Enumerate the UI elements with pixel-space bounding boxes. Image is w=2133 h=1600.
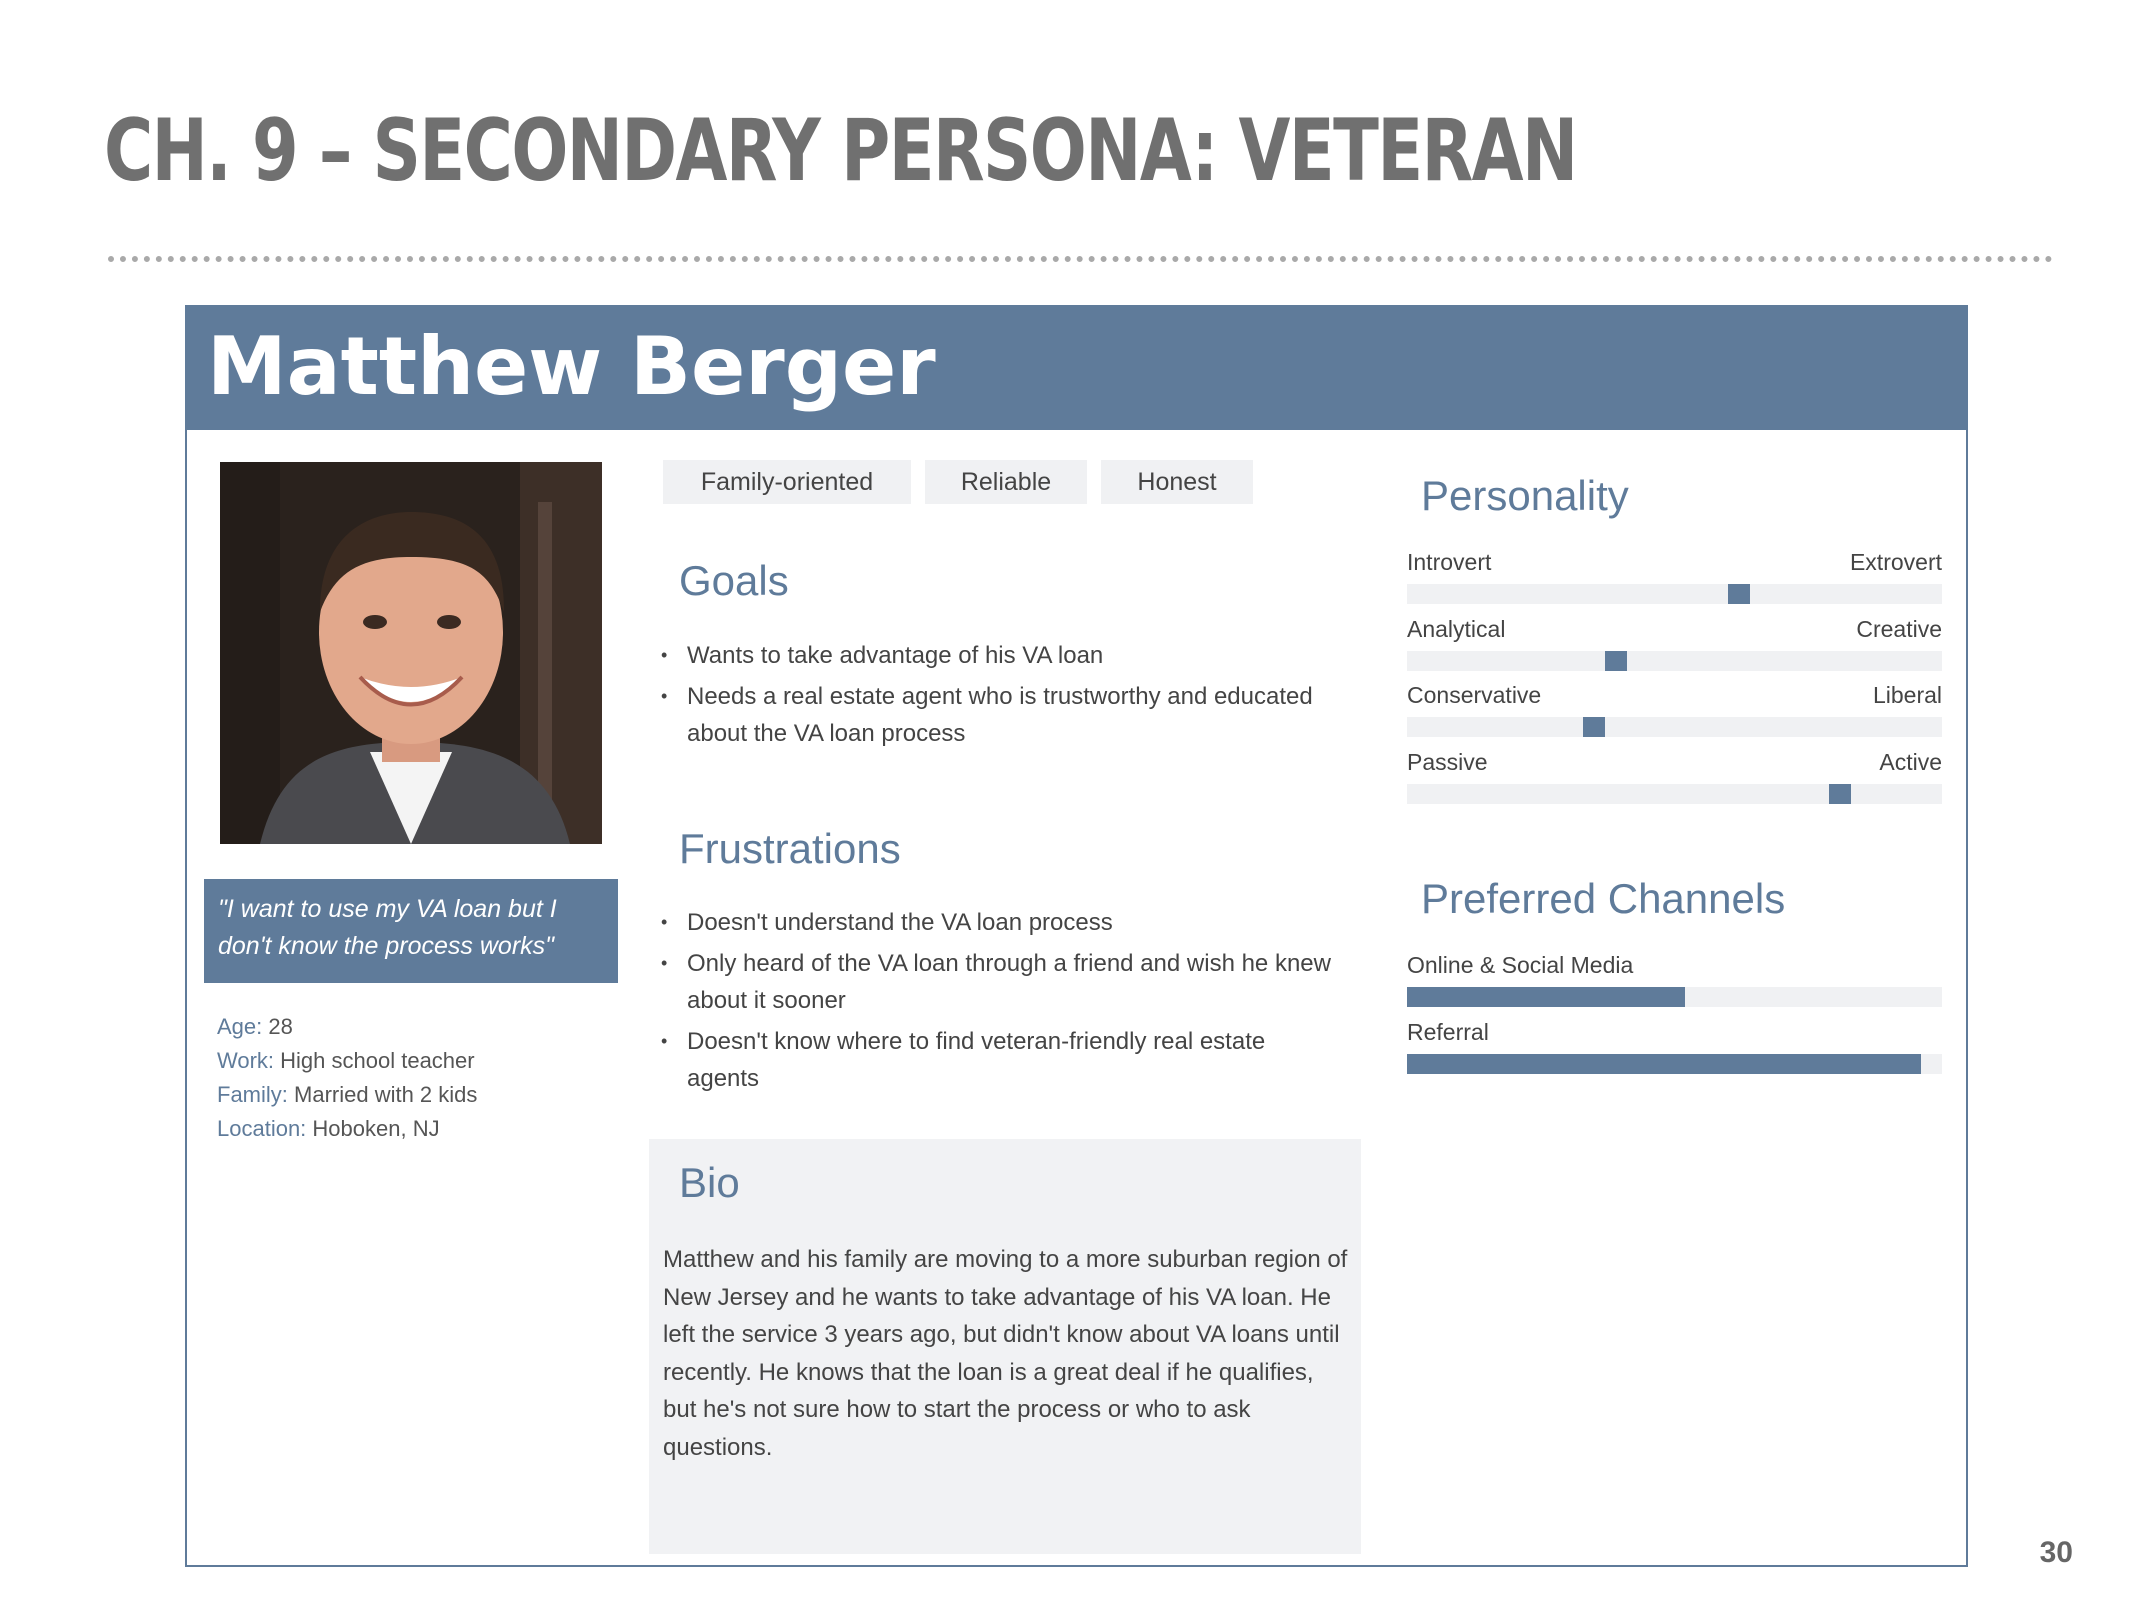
trait-marker [1605,651,1627,671]
trait-marker [1728,584,1750,604]
trait-track [1407,784,1942,804]
channels-heading: Preferred Channels [1421,875,1786,922]
trait-right-label: Liberal [1872,682,1942,708]
channel-bar [1407,1054,1921,1074]
list-item: • Doesn't understand the VA loan process [661,904,1341,941]
trait-track [1407,584,1942,604]
channel-track [1407,987,1942,1007]
trait-marker [1583,717,1605,737]
trait-left-label: Passive [1407,749,1488,775]
trait-track [1407,717,1942,737]
list-item: • Doesn't know where to find veteran-friendly real estate agents [661,1023,1341,1097]
channel-bar [1407,987,1685,1007]
tag-reliable: Reliable [925,460,1087,504]
goals-list [661,637,1321,756]
frustrations-heading: Frustrations [679,825,901,872]
demographics [217,1010,477,1146]
persona-card [185,305,1968,1567]
bio-panel [649,1139,1361,1554]
bio-text: Matthew and his family are moving to a more suburban region of New Jersey and he wants to take advantage of his VA loan. He left the service 3 years ago, but didn't know about VA loans until recently. He knows that the loan is a great deal if he qualifies, but he's not sure how to start the process or who to ask questions. [663,1246,1348,1461]
channel-label: Referral [1407,1019,1489,1045]
trait-left-label: Analytical [1407,616,1506,642]
tag-honest: Honest [1101,460,1253,504]
persona-header [187,307,1966,430]
trait-passive-active [1407,749,1942,804]
list-item: • Only heard of the VA loan through a friend and wish he knew about it sooner [661,945,1341,1019]
demographic-work: Work: High school teacher [217,1048,475,1073]
persona-quote: "I want to use my VA loan but I don't know the process works" [204,879,618,983]
personality-heading: Personality [1421,472,1629,519]
tag-family-oriented: Family-oriented [663,460,911,504]
bio-heading: Bio [679,1159,740,1206]
channel-referral [1407,1019,1942,1074]
trait-left-label: Introvert [1407,549,1492,575]
trait-track [1407,651,1942,671]
trait-right-label: Creative [1856,616,1942,642]
demographic-location: Location: Hoboken, NJ [217,1116,440,1141]
trait-introvert-extrovert [1407,549,1942,604]
persona-photo [220,462,602,844]
dotted-divider [108,256,2053,262]
trait-analytical-creative [1407,616,1942,671]
list-item: • Needs a real estate agent who is trustworthy and educated about the VA loan process [661,678,1321,752]
trait-left-label: Conservative [1407,682,1542,708]
page-number: 30 [2039,1536,2073,1569]
trait-conservative-liberal [1407,682,1942,737]
list-item: • Wants to take advantage of his VA loan [661,637,1321,674]
trait-marker [1829,784,1851,804]
channel-label: Online & Social Media [1407,952,1634,978]
trait-right-label: Active [1879,749,1942,775]
frustrations-list [661,904,1341,1101]
goals-heading: Goals [679,557,789,604]
demographic-age: Age: 28 [217,1014,293,1039]
slide-title: CH. 9 – SECONDARY PERSONA: VETERAN [104,101,1577,201]
channel-track [1407,1054,1942,1074]
persona-name: Matthew Berger [207,320,936,413]
channel-online-social [1407,952,1942,1007]
demographic-family: Family: Married with 2 kids [217,1082,478,1107]
trait-right-label: Extrovert [1849,549,1942,575]
